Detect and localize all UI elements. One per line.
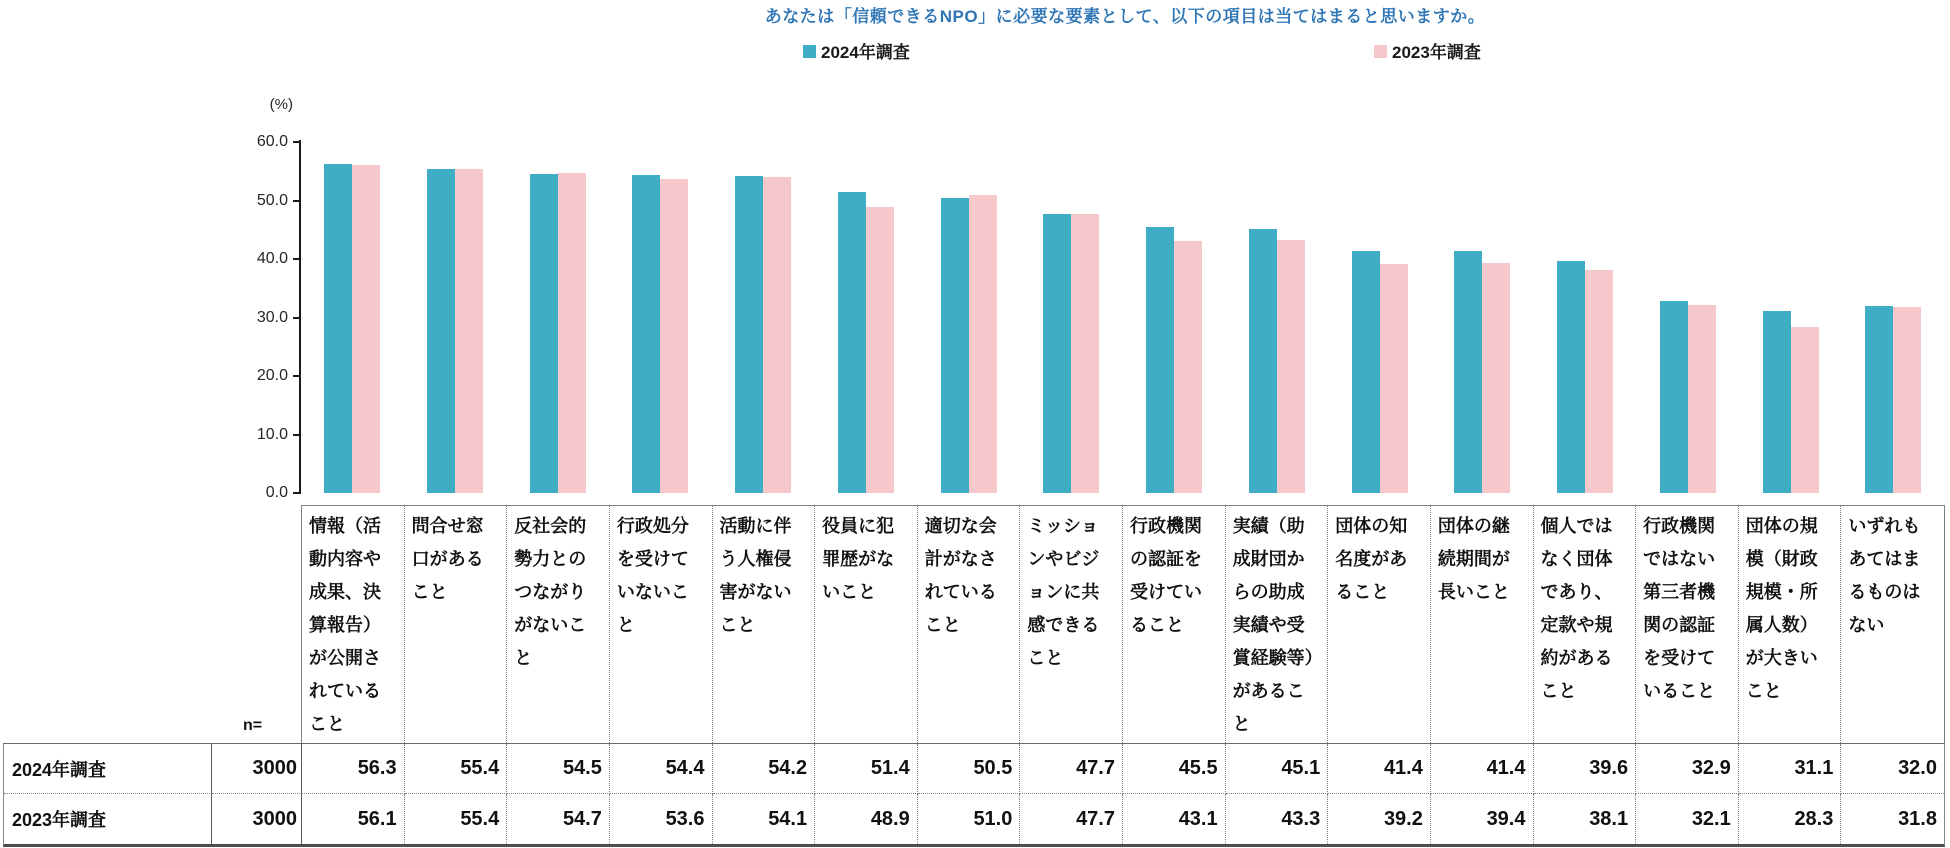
value-cell: 51.0 <box>918 794 1021 844</box>
value-cell: 48.9 <box>815 794 918 844</box>
bar-series1-cat2 <box>558 173 586 493</box>
value-cell: 45.5 <box>1123 744 1226 794</box>
category-label: 反社会的勢力とのつながりがないこと <box>507 506 610 743</box>
bar-series0-cat1 <box>427 169 455 493</box>
bar-series1-cat8 <box>1174 241 1202 493</box>
bar-series0-cat14 <box>1763 311 1791 493</box>
bar-series0-cat4 <box>735 176 763 493</box>
bar-series0-cat13 <box>1660 301 1688 493</box>
bar-series0-cat10 <box>1352 251 1380 493</box>
bar-series0-cat6 <box>941 198 969 493</box>
category-label: 適切な会計がなされていること <box>918 506 1021 743</box>
value-cell: 39.4 <box>1431 794 1534 844</box>
legend-swatch-2024-icon <box>803 45 816 58</box>
category-label: 実績（助成財団からの助成実績や受賞経験等）があること <box>1226 506 1329 743</box>
bar-series1-cat7 <box>1071 214 1099 493</box>
value-cell: 54.1 <box>713 794 816 844</box>
value-cell: 31.8 <box>1841 794 1944 844</box>
value-cell: 39.6 <box>1534 744 1637 794</box>
bar-series0-cat7 <box>1043 214 1071 493</box>
bar-series1-cat14 <box>1791 327 1819 493</box>
value-cell: 56.1 <box>302 794 405 844</box>
value-cell: 39.2 <box>1328 794 1431 844</box>
value-cell: 41.4 <box>1431 744 1534 794</box>
value-cell: 45.1 <box>1226 744 1329 794</box>
category-label: 個人ではなく団体であり、定款や規約があること <box>1534 506 1637 743</box>
y-tick-label: 20.0 <box>256 367 288 384</box>
value-cell: 41.4 <box>1328 744 1431 794</box>
category-label: 役員に犯罪歴がないこと <box>815 506 918 743</box>
value-cell: 32.9 <box>1636 744 1739 794</box>
category-label: 行政機関の認証を受けていること <box>1123 506 1226 743</box>
y-tick-label: 0.0 <box>265 484 288 501</box>
bar-series1-cat12 <box>1585 270 1613 493</box>
value-cell: 53.6 <box>610 794 713 844</box>
value-cell: 47.7 <box>1020 744 1123 794</box>
y-axis-unit-label: (%) <box>269 96 293 113</box>
series-n-value: 3000 <box>212 794 302 844</box>
value-cell: 56.3 <box>302 744 405 794</box>
category-label: 情報（活動内容や成果、決算報告）が公開されていること <box>302 506 405 743</box>
value-cell: 47.7 <box>1020 794 1123 844</box>
legend-label-2024: 2024年調査 <box>821 43 910 62</box>
bar-series0-cat5 <box>838 192 866 493</box>
bar-series0-cat15 <box>1865 306 1893 493</box>
bar-series1-cat10 <box>1380 264 1408 493</box>
bar-series1-cat9 <box>1277 240 1305 493</box>
category-label: ミッションやビジョンに共感できること <box>1020 506 1123 743</box>
category-label: 行政処分を受けていないこと <box>610 506 713 743</box>
category-label: 行政機関ではない第三者機関の認証を受けていること <box>1636 506 1739 743</box>
series-n-value: 3000 <box>212 744 302 794</box>
n-equals-label: n= <box>243 717 263 734</box>
bar-series0-cat2 <box>530 174 558 493</box>
legend-swatch-2023-icon <box>1374 45 1387 58</box>
bar-series1-cat0 <box>352 165 380 493</box>
bar-series0-cat8 <box>1146 227 1174 493</box>
bar-series0-cat0 <box>324 164 352 493</box>
series-row-label: 2024年調査 <box>4 744 212 794</box>
data-table <box>3 743 1945 847</box>
value-cell: 55.4 <box>405 744 508 794</box>
value-cell: 50.5 <box>918 744 1021 794</box>
value-cell: 31.1 <box>1739 744 1842 794</box>
y-tick-label: 30.0 <box>256 308 288 326</box>
bar-series1-cat11 <box>1482 263 1510 493</box>
bar-series1-cat5 <box>866 207 894 493</box>
value-cell: 38.1 <box>1534 794 1637 844</box>
value-cell: 43.1 <box>1123 794 1226 844</box>
y-tick-label: 50.0 <box>256 191 288 209</box>
bar-series1-cat13 <box>1688 305 1716 493</box>
bar-series1-cat6 <box>969 195 997 493</box>
bar-series1-cat1 <box>455 169 483 493</box>
legend-label-2023: 2023年調査 <box>1392 43 1481 62</box>
category-label: 問合せ窓口があること <box>405 506 508 743</box>
bar-series0-cat11 <box>1454 251 1482 493</box>
legend-item-2024 <box>803 38 910 63</box>
bar-series1-cat4 <box>763 177 791 493</box>
category-label: 団体の知名度があること <box>1328 506 1431 743</box>
value-cell: 54.7 <box>507 794 610 844</box>
chart-title: あなたは「信頼できるNPO」に必要な要素として、以下の項目は当てはまると思いますか。 <box>764 7 1486 26</box>
y-tick-label: 60.0 <box>256 133 288 150</box>
series-row-label: 2023年調査 <box>4 794 212 844</box>
value-cell: 28.3 <box>1739 794 1842 844</box>
category-label: いずれもあてはまるものはない <box>1848 516 1921 635</box>
bar-series0-cat12 <box>1557 261 1585 493</box>
y-axis-line <box>299 140 301 493</box>
category-header-row <box>301 505 1945 743</box>
value-cell: 32.1 <box>1636 794 1739 844</box>
bar-series1-cat3 <box>660 179 688 493</box>
bar-series1-cat15 <box>1893 307 1921 493</box>
y-tick-label: 10.0 <box>256 425 288 443</box>
bar-series0-cat3 <box>632 175 660 493</box>
value-cell: 55.4 <box>405 794 508 844</box>
value-cell: 51.4 <box>815 744 918 794</box>
value-cell: 43.3 <box>1226 794 1329 844</box>
y-tick-label: 40.0 <box>256 250 288 267</box>
value-cell: 32.0 <box>1841 744 1944 794</box>
category-label: 団体の継続期間が長いこと <box>1431 506 1534 743</box>
value-cell: 54.2 <box>713 744 816 794</box>
value-cell: 54.5 <box>507 744 610 794</box>
category-label: 団体の規模（財政規模・所属人数）が大きいこと <box>1739 506 1842 743</box>
legend-item-2023 <box>1374 38 1481 63</box>
category-label: 活動に伴う人権侵害がないこと <box>713 506 816 743</box>
bar-series0-cat9 <box>1249 229 1277 493</box>
value-cell: 54.4 <box>610 744 713 794</box>
